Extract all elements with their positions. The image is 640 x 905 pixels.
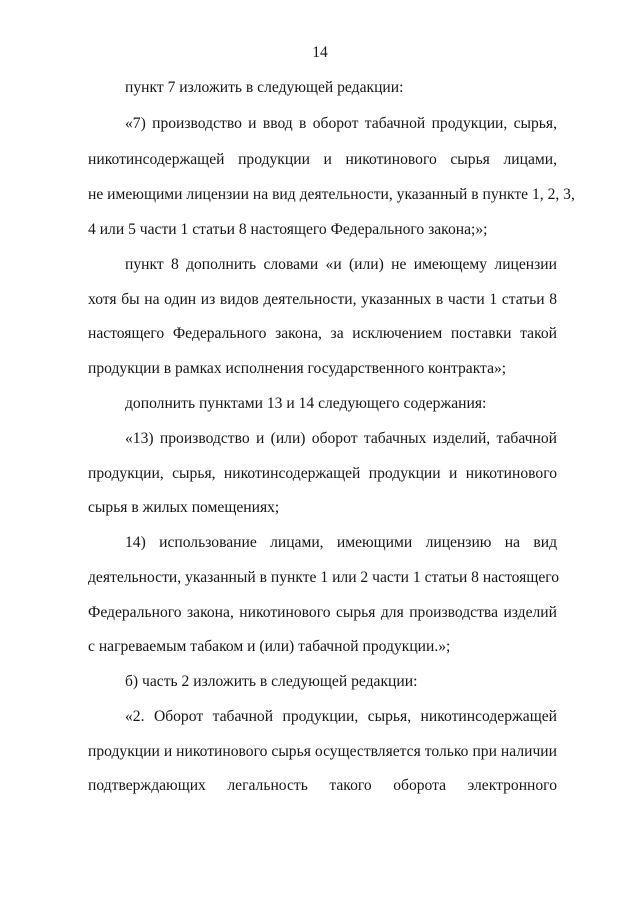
text-line-13: сырья в жилых помещениях; (88, 499, 280, 516)
text-line-1: пункт 7 изложить в следующей редакции: (125, 79, 404, 96)
text-line-11: «13) производство и (или) оборот табачных изделий, табачной (125, 430, 557, 447)
text-line-18: б) часть 2 изложить в следующей редакции: (125, 673, 418, 690)
text-line-4: не имеющими лицензии на вид деятельности, указанный в пункте 1, 2, 3, (88, 186, 575, 203)
text-line-20: продукции и никотинового сырья осуществляется только при наличии (88, 743, 557, 760)
text-line-2: «7) производство и ввод в оборот табачной продукции, сырья, (125, 115, 557, 132)
text-line-19: «2. Оборот табачной продукции, сырья, никотинсодержащей (125, 708, 557, 725)
text-line-5: 4 или 5 части 1 статьи 8 настоящего Федерального закона;»; (88, 221, 488, 238)
text-line-8: настоящего Федерального закона, за исключением поставки такой (88, 325, 557, 342)
page-number: 14 (312, 44, 328, 61)
text-line-3: никотинсодержащей продукции и никотинового сырья лицами, (88, 151, 557, 168)
text-line-10: дополнить пунктами 13 и 14 следующего содержания: (125, 395, 487, 412)
text-line-16: Федерального закона, никотинового сырья для производства изделий (88, 604, 557, 621)
text-line-14: 14) использование лицами, имеющими лицензию на вид (125, 534, 557, 551)
text-line-15: деятельности, указанный в пункте 1 или 2 части 1 статьи 8 настоящего (88, 569, 560, 586)
text-line-12: продукции, сырья, никотинсодержащей продукции и никотинового (88, 465, 557, 482)
text-line-9: продукции в рамках исполнения государственного контракта»; (88, 360, 507, 377)
text-line-21: подтверждающих легальность такого оборота электронного (88, 777, 557, 794)
text-line-6: пункт 8 дополнить словами «и (или) не имеющему лицензии (125, 256, 557, 273)
text-line-7: хотя бы на один из видов деятельности, указанных в части 1 статьи 8 (88, 291, 557, 308)
text-line-17: с нагреваемым табаком и (или) табачной продукции.»; (88, 638, 451, 655)
